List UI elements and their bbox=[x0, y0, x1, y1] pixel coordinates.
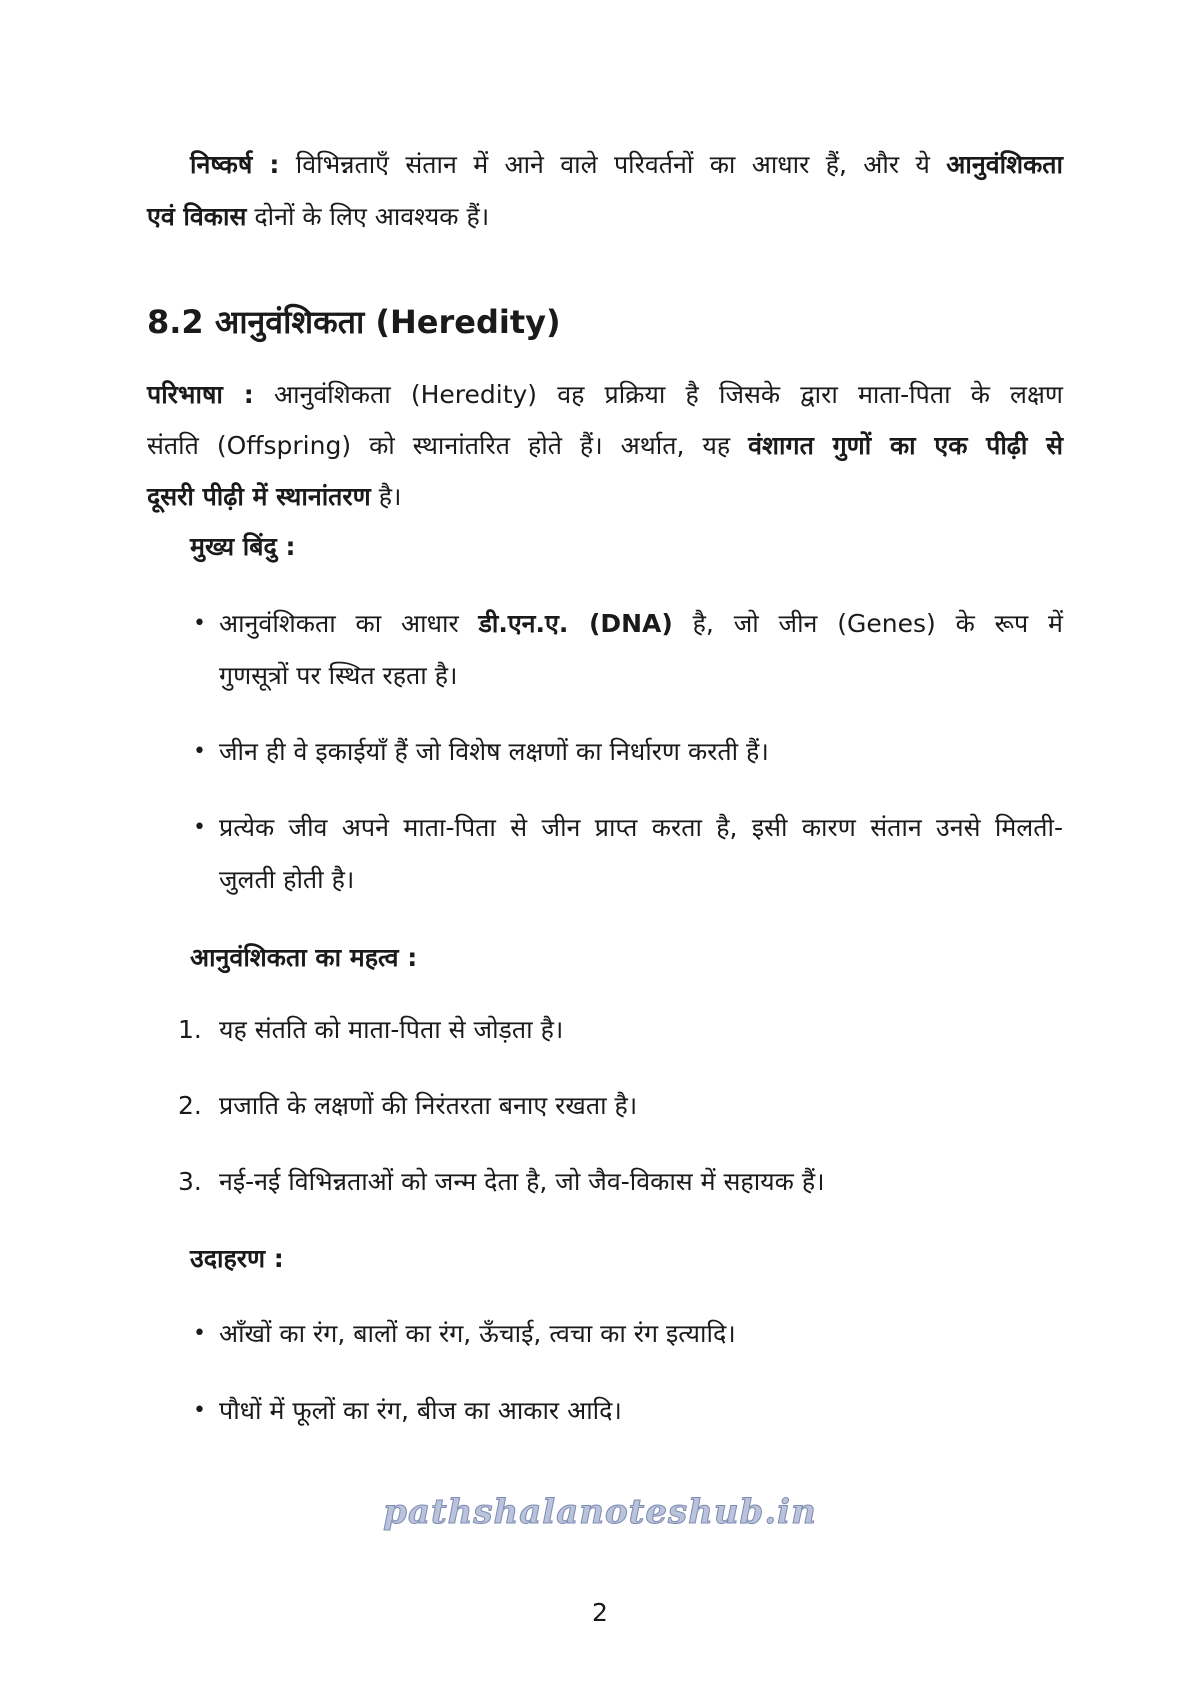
definition-line-1 bbox=[147, 378, 1063, 412]
conclusion-text: दोनों के लिए आवश्यक हैं। bbox=[246, 202, 490, 231]
definition-text: है। bbox=[370, 482, 402, 511]
conclusion-bold: आनुवंशिकता bbox=[946, 150, 1063, 179]
bullet-icon: • bbox=[193, 815, 206, 840]
bullet-icon: • bbox=[193, 1398, 206, 1423]
conclusion-label: निष्कर्ष : bbox=[190, 150, 280, 179]
importance-item: प्रजाति के लक्षणों की निरंतरता बनाए रखता है। bbox=[219, 1091, 638, 1120]
definition-line-3 bbox=[147, 480, 1063, 514]
section-heading: 8.2 आनुवंशिकता (Heredity) bbox=[147, 303, 561, 341]
bullet-icon: • bbox=[193, 739, 206, 764]
definition-bold: वंशागत गुणों का एक पीढ़ी से bbox=[748, 431, 1063, 460]
importance-item: नई-नई विभिन्नताओं को जन्म देता है, जो जैव-विकास में सहायक हैं। bbox=[219, 1167, 825, 1196]
list-number: 3. bbox=[178, 1167, 202, 1196]
key-point-bold: डी.एन.ए. (DNA) bbox=[478, 609, 673, 638]
list-number: 2. bbox=[178, 1091, 202, 1120]
key-point-text: है, जो जीन (Genes) के रूप में bbox=[672, 609, 1064, 638]
definition-text: संतति (Offspring) को स्थानांतरित होते हैं। अर्थात, यह bbox=[147, 431, 749, 460]
definition-bold: दूसरी पीढ़ी में स्थानांतरण bbox=[147, 482, 371, 511]
importance-item: यह संतति को माता-पिता से जोड़ता है। bbox=[219, 1015, 564, 1044]
key-point-1-line-2: गुणसूत्रों पर स्थित रहता है। bbox=[219, 661, 458, 690]
key-point-1-line-1 bbox=[219, 607, 1063, 641]
definition-text: आनुवंशिकता (Heredity) वह प्रक्रिया है जिसके द्वारा माता-पिता के लक्षण bbox=[253, 380, 1064, 409]
examples-title: उदाहरण : bbox=[190, 1244, 284, 1273]
key-point-3-line-1: प्रत्येक जीव अपने माता-पिता से जीन प्राप्त करता है, इसी कारण संतान उनसे मिलती- bbox=[219, 813, 1063, 842]
key-points-title: मुख्य बिंदु : bbox=[190, 532, 296, 561]
importance-title: आनुवंशिकता का महत्व : bbox=[190, 943, 418, 972]
example-item: आँखों का रंग, बालों का रंग, ऊँचाई, त्वचा का रंग इत्यादि। bbox=[219, 1319, 736, 1348]
conclusion-text: विभिन्नताएँ संतान में आने वाले परिवर्तनों का आधार हैं, और ये bbox=[279, 150, 947, 179]
conclusion-line-1 bbox=[190, 148, 1063, 182]
conclusion-bold: एवं विकास bbox=[147, 202, 247, 231]
page-number: 2 bbox=[592, 1598, 608, 1627]
bullet-icon: • bbox=[193, 1321, 206, 1346]
conclusion-line-2 bbox=[147, 200, 1063, 234]
key-point-text: आनुवंशिकता का आधार bbox=[219, 609, 479, 638]
key-point-2: जीन ही वे इकाईयाँ हैं जो विशेष लक्षणों का निर्धारण करती हैं। bbox=[219, 737, 769, 766]
definition-line-2 bbox=[147, 429, 1063, 463]
watermark: pathshalanoteshub.in bbox=[383, 1492, 817, 1532]
key-point-3-line-2: जुलती होती है। bbox=[219, 865, 355, 894]
list-number: 1. bbox=[178, 1015, 202, 1044]
bullet-icon: • bbox=[193, 611, 206, 636]
definition-label: परिभाषा : bbox=[147, 380, 254, 409]
example-item: पौधों में फूलों का रंग, बीज का आकार आदि। bbox=[219, 1396, 622, 1425]
